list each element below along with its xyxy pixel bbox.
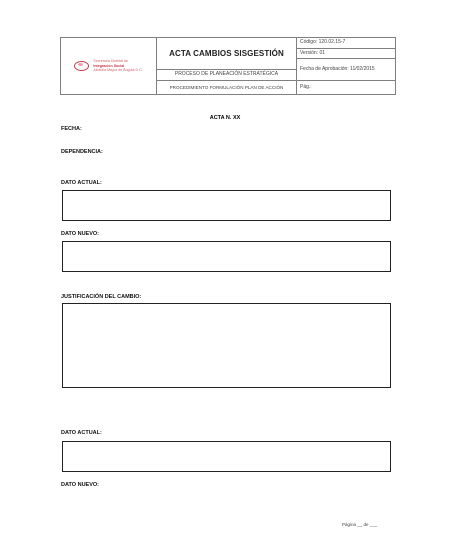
dato-actual-label: DATO ACTUAL: bbox=[61, 180, 102, 186]
dato-actual-field[interactable] bbox=[62, 190, 391, 221]
institution-logo bbox=[74, 59, 142, 72]
justificacion-label: JUSTIFICACIÓN DEL CAMBIO: bbox=[61, 294, 142, 300]
dato-nuevo-label: DATO NUEVO: bbox=[61, 231, 99, 237]
logo-text-line1: Secretaría Distrital de bbox=[93, 59, 128, 64]
justificacion-field[interactable] bbox=[62, 303, 391, 388]
document-title: ACTA CAMBIOS SISGESTIÓN bbox=[157, 38, 297, 70]
procedure-name: PROCEDIMIENTO FORMULACIÓN PLAN DE ACCIÓN bbox=[157, 81, 297, 94]
logo-text-line2: Integración Social bbox=[93, 63, 125, 68]
dato-actual-field-2[interactable] bbox=[62, 441, 391, 472]
institution-emblem-icon bbox=[74, 61, 89, 71]
institution-logo-text bbox=[93, 59, 142, 72]
dependencia-label: DEPENDENCIA: bbox=[61, 149, 103, 155]
page-footer-number: Página __ de ___ bbox=[342, 522, 378, 527]
document-code: Código: 120.02.15-7 bbox=[297, 38, 395, 49]
document-version: Versión: 01 bbox=[297, 49, 395, 59]
page-number-cell: Pág.: bbox=[300, 83, 312, 90]
logo-text-line3: Alcaldía Mayor de Bogotá D.C. bbox=[93, 68, 143, 73]
dato-nuevo-field[interactable] bbox=[62, 241, 391, 272]
dato-actual-label-2: DATO ACTUAL: bbox=[61, 430, 102, 436]
dato-nuevo-label-2: DATO NUEVO: bbox=[61, 482, 99, 488]
document-header-table bbox=[60, 37, 396, 95]
fecha-label: FECHA: bbox=[61, 126, 82, 132]
approval-date: Fecha de Aprobación: 11/02/2015 bbox=[297, 59, 395, 81]
logo-cell bbox=[61, 38, 157, 94]
process-name: PROCESO DE PLANEACIÓN ESTRATÉGICA bbox=[157, 70, 297, 81]
acta-number-title: ACTA N. XX bbox=[209, 115, 241, 121]
